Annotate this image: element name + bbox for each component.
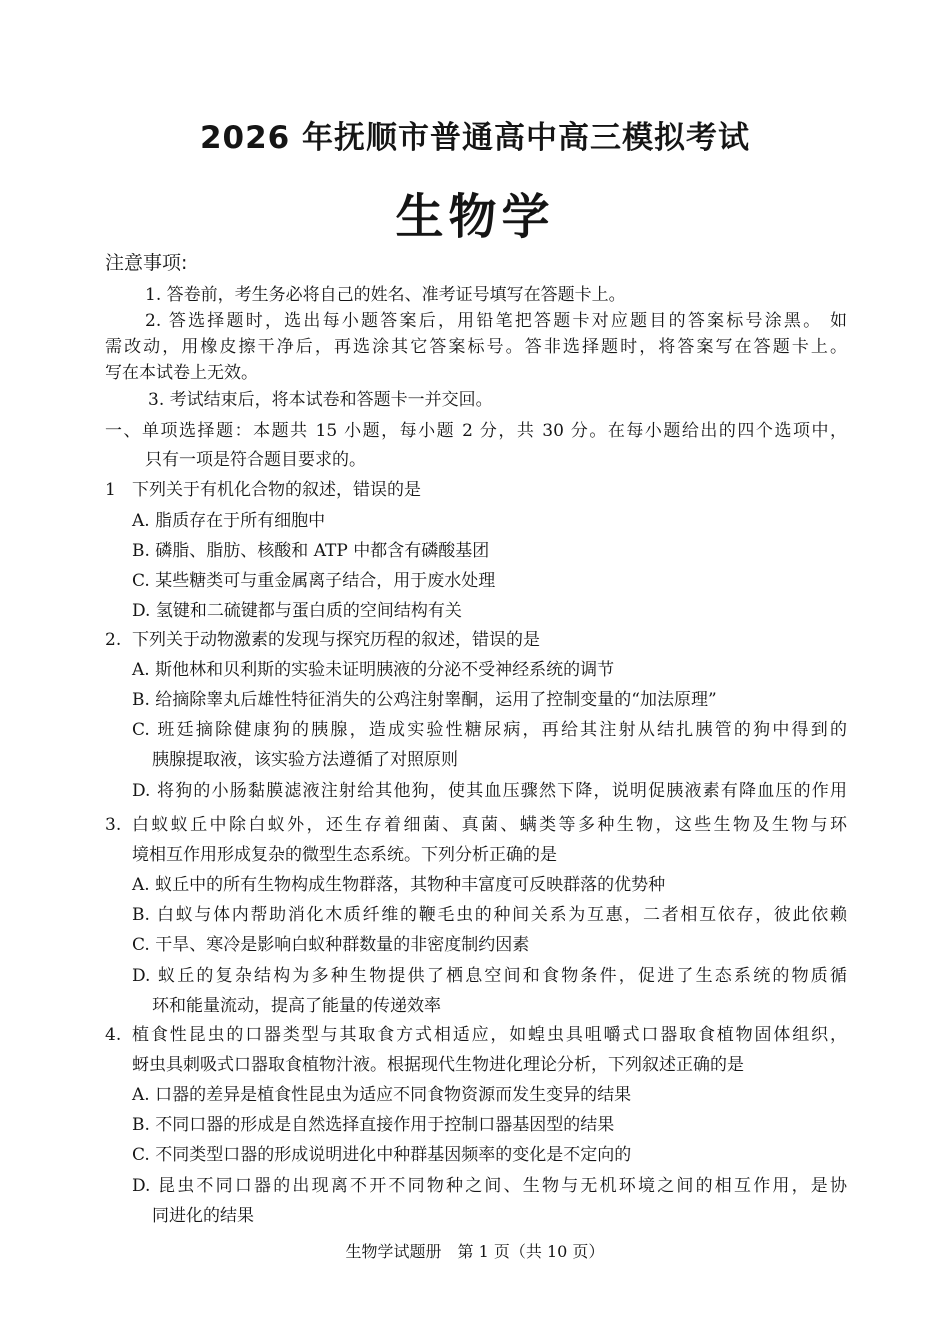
question-stem: 下列关于动物激素的发现与探究历程的叙述，错误的是: [132, 630, 540, 650]
option-c: C. 干旱、寒冷是影响白蚁种群数量的非密度制约因素: [132, 935, 530, 955]
option-d-line-2: 同进化的结果: [152, 1206, 254, 1226]
question-stem: 下列关于有机化合物的叙述，错误的是: [132, 480, 421, 500]
option-d: D. 氢键和二硫键都与蛋白质的空间结构有关: [132, 601, 462, 621]
option-a: A. 脂质存在于所有细胞中: [132, 511, 326, 531]
question-stem-line-2: 境相互作用形成复杂的微型生态系统。下列分析正确的是: [132, 845, 557, 865]
question-number: 4.: [105, 1025, 122, 1045]
option-c-line-2: 胰腺提取液，该实验方法遵循了对照原则: [152, 750, 458, 770]
notice-heading: 注意事项:: [105, 252, 188, 274]
exam-title: 2026 年抚顺市普通高中高三模拟考试: [199, 120, 751, 156]
option-a: A. 蚁丘中的所有生物构成生物群落，其物种丰富度可反映群落的优势种: [132, 875, 666, 895]
option-d: D. 将狗的小肠黏膜滤液注射给其他狗，使其血压骤然下降，说明促胰液素有降血压的作用: [132, 781, 847, 801]
question-stem-line-1: 白蚁蚁丘中除白蚁外，还生存着细菌、真菌、螨类等多种生物，这些生物及生物与环: [132, 815, 847, 835]
option-d-line-1: D. 蚁丘的复杂结构为多种生物提供了栖息空间和食物条件，促进了生态系统的物质循: [132, 966, 847, 986]
notice-item-2-line-1: 2. 答选择题时，选出每小题答案后，用铅笔把答题卡对应题目的答案标号涂黑。 如: [145, 311, 847, 331]
option-d-line-2: 环和能量流动，提高了能量的传递效率: [152, 996, 441, 1016]
notice-item-3: 3. 考试结束后，将本试卷和答题卡一并交回。: [148, 390, 493, 410]
question-number: 2.: [105, 630, 122, 650]
notice-item-2-line-2: 需改动，用橡皮擦干净后，再选涂其它答案标号。答非选择题时，将答案写在答题卡上。: [105, 337, 847, 357]
subject-title: 生物学: [395, 189, 555, 245]
section-heading-line-2: 只有一项是符合题目要求的。: [145, 450, 366, 470]
option-a: A. 口器的差异是植食性昆虫为适应不同食物资源而发生变异的结果: [132, 1085, 632, 1105]
question-number: 1: [105, 480, 116, 500]
option-b: B. 白蚁与体内帮助消化木质纤维的鞭毛虫的种间关系为互惠，二者相互依存，彼此依赖: [132, 905, 847, 925]
option-a: A. 斯他林和贝利斯的实验未证明胰液的分泌不受神经系统的调节: [132, 660, 615, 680]
notice-item-2-line-3: 写在本试卷上无效。: [105, 363, 258, 383]
option-b: B. 给摘除睾丸后雄性特征消失的公鸡注射睾酮，运用了控制变量的“加法原理”: [132, 690, 717, 710]
option-c-line-1: C. 班廷摘除健康狗的胰腺，造成实验性糖尿病，再给其注射从结扎胰管的狗中得到的: [132, 720, 847, 740]
option-c: C. 某些糖类可与重金属离子结合，用于废水处理: [132, 571, 496, 591]
option-c: C. 不同类型口器的形成说明进化中种群基因频率的变化是不定向的: [132, 1145, 632, 1165]
page-footer: 生物学试题册 第 1 页（共 10 页）: [345, 1242, 605, 1261]
option-b: B. 不同口器的形成是自然选择直接作用于控制口器基因型的结果: [132, 1115, 615, 1135]
option-b: B. 磷脂、脂肪、核酸和 ATP 中都含有磷酸基团: [132, 541, 490, 561]
question-stem-line-2: 蚜虫具刺吸式口器取食植物汁液。根据现代生物进化理论分析，下列叙述正确的是: [132, 1055, 744, 1075]
option-d-line-1: D. 昆虫不同口器的出现离不开不同物种之间、生物与无机环境之间的相互作用，是协: [132, 1176, 847, 1196]
question-stem-line-1: 植食性昆虫的口器类型与其取食方式相适应，如蝗虫具咀嚼式口器取食植物固体组织，: [132, 1025, 847, 1045]
question-number: 3.: [105, 815, 122, 835]
section-heading-line-1: 一、单项选择题：本题共 15 小题，每小题 2 分，共 30 分。在每小题给出的四个选项中，: [105, 421, 847, 441]
notice-item-1: 1. 答卷前，考生务必将自己的姓名、准考证号填写在答题卡上。: [145, 285, 626, 305]
